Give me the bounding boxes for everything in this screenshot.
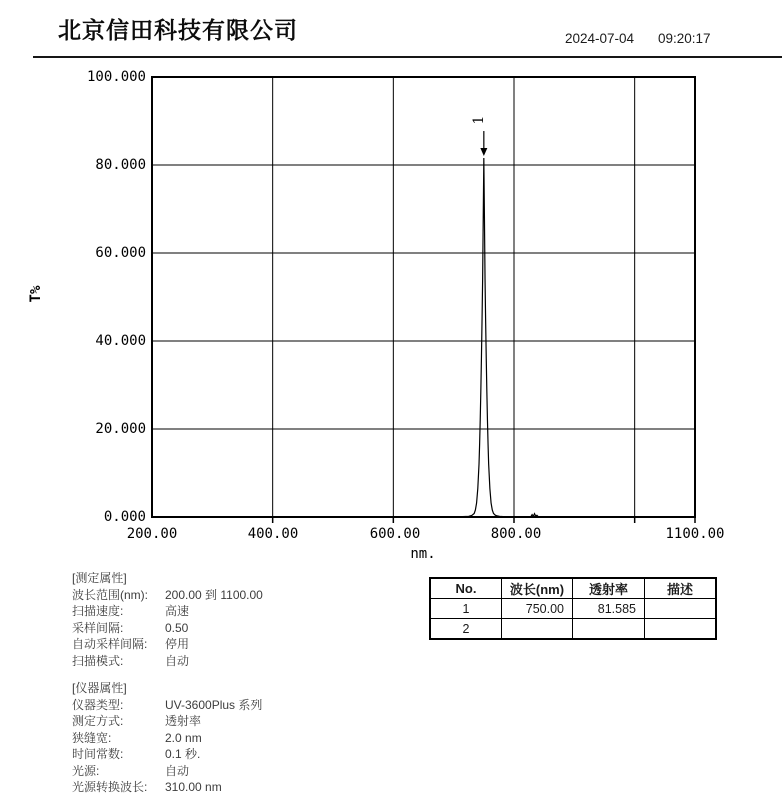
peak-1-label: 1	[471, 115, 487, 125]
peaks-table	[429, 577, 717, 640]
peaks-table-header-row	[430, 578, 716, 599]
header-divider	[33, 56, 782, 58]
info-row: 时间常数: 0.1 秒.	[72, 747, 201, 761]
col-header-description: 描述	[645, 578, 717, 599]
info-row: 光源转换波长: 310.00 nm	[72, 780, 222, 794]
info-row: 采样间隔: 0.50	[72, 620, 189, 635]
y-tick-80: 80.000	[95, 157, 146, 173]
x-tick-600: 600.00	[369, 526, 421, 542]
instrument-properties-block	[72, 680, 402, 796]
company-title: 北京信田科技有限公司	[58, 18, 298, 43]
x-tick-800: 800.00	[490, 526, 542, 542]
x-tick-200: 200.00	[126, 526, 178, 542]
col-header-no: No.	[430, 578, 502, 599]
y-tick-60: 60.000	[95, 245, 146, 261]
info-row: 光源: 自动	[72, 763, 190, 778]
x-axis-title: nm.	[410, 546, 436, 562]
info-row: 自动采样间隔: 停用	[72, 637, 190, 651]
y-tick-100: 100.000	[86, 69, 146, 85]
measurement-properties-block	[72, 570, 402, 669]
info-row: 扫描速度: 高速	[72, 604, 190, 618]
y-tick-20: 20.000	[95, 421, 146, 437]
info-row: 扫描模式: 自动	[72, 653, 190, 668]
x-tick-1100: 1100.00	[665, 526, 725, 542]
block-title: [仪器属性]	[72, 681, 127, 695]
report-time: 09:20:17	[658, 31, 711, 46]
y-tick-40: 40.000	[95, 333, 146, 349]
info-row: 狭缝宽: 2.0 nm	[72, 730, 202, 745]
peak-arrow-head	[480, 148, 487, 156]
block-title: [测定属性]	[72, 571, 127, 585]
col-header-wavelength: 波长(nm)	[502, 578, 573, 599]
info-row: 测定方式: 透射率	[72, 714, 202, 728]
info-row: 波长范围(nm): 200.00 到 1100.00	[72, 587, 263, 602]
spectrum-curve	[152, 158, 695, 517]
x-tick-400: 400.00	[247, 526, 299, 542]
y-tick-0: 0.000	[103, 509, 146, 525]
table-row: 2	[430, 619, 716, 640]
spectrum-plot	[150, 75, 697, 533]
table-row: 1 750.00 81.585	[430, 599, 716, 619]
y-axis-title: T%	[28, 285, 44, 303]
info-row: 仪器类型: UV-3600Plus 系列	[72, 697, 263, 712]
report-date: 2024-07-04	[565, 31, 635, 46]
col-header-transmittance: 透射率	[573, 578, 645, 599]
